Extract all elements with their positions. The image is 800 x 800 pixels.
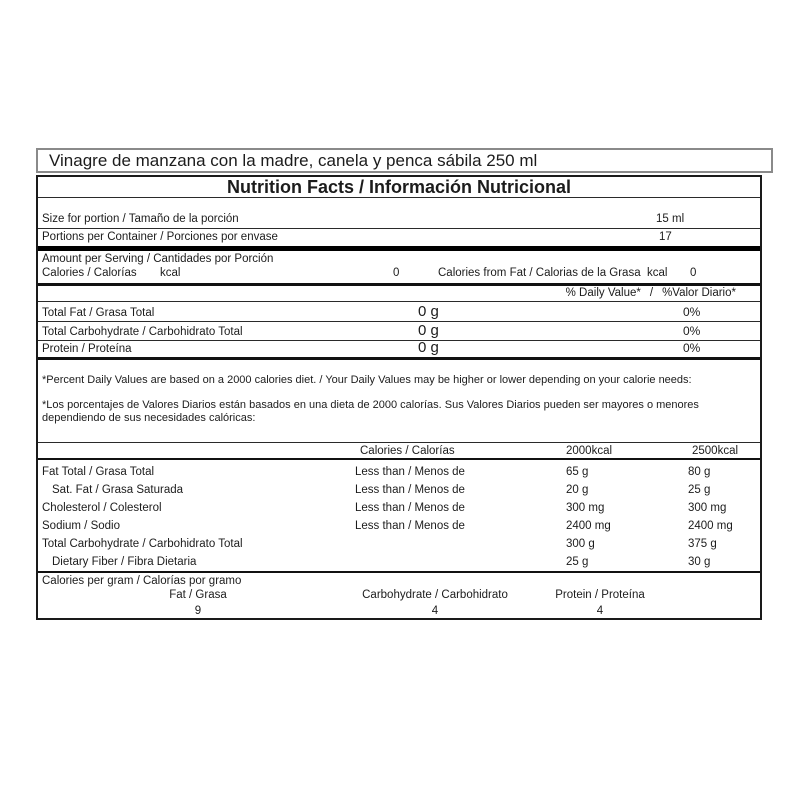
reference-row-sodium xyxy=(38,517,760,535)
cpg-fat-value: 9 xyxy=(194,605,202,617)
daily-value-header-en: % Daily Value* xyxy=(565,287,641,299)
nutrient-daily-value: 0% xyxy=(683,324,701,338)
reference-row-label: Cholesterol / Colesterol xyxy=(42,502,162,514)
reference-row-qualifier: Less than / Menos de xyxy=(355,484,465,496)
nutrient-label: Total Fat / Grasa Total xyxy=(42,307,155,319)
reference-row-2500-value: 375 g xyxy=(688,538,717,550)
calories-unit: kcal xyxy=(160,267,181,279)
nutrient-row-total-fat xyxy=(38,303,760,322)
daily-value-header xyxy=(38,286,760,302)
footnote-english: *Percent Daily Values are based on a 2000 calories diet. / Your Daily Values may be higher or lower depending on your calorie needs: xyxy=(42,374,692,386)
reference-row-2000-value: 20 g xyxy=(566,484,589,496)
footnote-spanish: *Los porcentajes de Valores Diarios están basados en una dieta de 2000 calorías. Sus Valores Diarios pueden ser mayores o menores dependiendo de sus necesidades calóricas: xyxy=(42,399,699,424)
reference-row-qualifier: Less than / Menos de xyxy=(355,502,465,514)
reference-col-calories: Calories / Calorías xyxy=(360,445,455,457)
reference-row-dietary-fiber xyxy=(38,553,760,571)
nutrient-amount: 0 g xyxy=(418,339,439,356)
product-title: Vinagre de manzana con la madre, canela y penca sábila 250 ml xyxy=(36,148,773,173)
calories-per-gram-divider xyxy=(38,571,760,573)
nutrient-daily-value: 0% xyxy=(683,305,701,319)
serving-size-row xyxy=(38,199,760,229)
nutrient-row-protein xyxy=(38,339,760,357)
reference-col-2500kcal: 2500kcal xyxy=(692,445,739,457)
reference-col-2000kcal: 2000kcal xyxy=(566,445,613,457)
reference-row-2500-value: 2400 mg xyxy=(688,520,733,532)
reference-row-2000-value: 300 g xyxy=(566,538,595,550)
reference-row-2000-value: 25 g xyxy=(566,556,589,568)
nutrient-label: Protein / Proteína xyxy=(42,343,132,355)
nutrition-facts-panel xyxy=(36,175,762,620)
reference-row-sat-fat xyxy=(38,481,760,499)
cpg-fat-name: Fat / Grasa xyxy=(169,589,227,601)
reference-row-label: Sodium / Sodio xyxy=(42,520,120,532)
portions-label: Portions per Container / Porciones por envase xyxy=(42,231,278,243)
reference-row-2000-value: 300 mg xyxy=(566,502,605,514)
nutrient-daily-value: 0% xyxy=(683,341,701,355)
daily-value-separator: / xyxy=(649,287,654,299)
cpg-protein-value: 4 xyxy=(596,605,604,617)
calories-from-fat-value: 0 xyxy=(690,267,697,279)
nutrient-row-total-carbohydrate xyxy=(38,323,760,341)
calories-per-gram-label: Calories per gram / Calorías por gramo xyxy=(42,575,242,587)
calories-per-gram-names xyxy=(38,589,760,604)
thick-divider-bar xyxy=(38,246,760,251)
reference-row-qualifier: Less than / Menos de xyxy=(355,520,465,532)
reference-row-label: Dietary Fiber / Fibra Dietaria xyxy=(52,556,197,568)
daily-value-footnotes xyxy=(38,360,760,443)
cpg-carbohydrate-value: 4 xyxy=(431,605,439,617)
cpg-carbohydrate-name: Carbohydrate / Carbohidrato xyxy=(362,589,508,601)
reference-row-cholesterol xyxy=(38,499,760,517)
reference-row-2000-value: 2400 mg xyxy=(566,520,611,532)
reference-row-qualifier: Less than / Menos de xyxy=(355,466,465,478)
portions-value: 17 xyxy=(659,231,672,243)
calories-row xyxy=(38,266,760,282)
nutrient-label: Total Carbohydrate / Carbohidrato Total xyxy=(42,326,243,338)
serving-size-value: 15 ml xyxy=(656,213,685,225)
reference-row-2500-value: 300 mg xyxy=(688,502,727,514)
calories-per-gram-values xyxy=(38,605,760,619)
reference-row-label: Fat Total / Grasa Total xyxy=(42,466,155,478)
nutrient-amount: 0 g xyxy=(418,303,439,320)
portions-row xyxy=(38,230,760,246)
reference-row-2500-value: 25 g xyxy=(688,484,711,496)
reference-row-label: Total Carbohydrate / Carbohidrato Total xyxy=(42,538,243,550)
reference-row-label: Sat. Fat / Grasa Saturada xyxy=(52,484,184,496)
calories-label: Calories / Calorías xyxy=(42,267,137,279)
reference-row-2500-value: 30 g xyxy=(688,556,711,568)
reference-row-2000-value: 65 g xyxy=(566,466,589,478)
reference-row-fat-total xyxy=(38,463,760,481)
reference-row-2500-value: 80 g xyxy=(688,466,711,478)
calories-value: 0 xyxy=(393,267,400,279)
nutrition-facts-heading: Nutrition Facts / Información Nutricional xyxy=(38,177,760,198)
reference-row-total-carbohydrate xyxy=(38,535,760,553)
calories-from-fat-label: Calories from Fat / Calorias de la Grasa kcal xyxy=(438,267,668,279)
reference-table-header xyxy=(38,444,760,460)
nutrient-amount: 0 g xyxy=(418,322,439,339)
amount-per-serving-label: Amount per Serving / Cantidades por Porción xyxy=(42,253,274,265)
cpg-protein-name: Protein / Proteína xyxy=(555,589,645,601)
daily-value-header-es: %Valor Diario* xyxy=(662,287,736,299)
serving-size-label: Size for portion / Tamaño de la porción xyxy=(42,213,239,225)
